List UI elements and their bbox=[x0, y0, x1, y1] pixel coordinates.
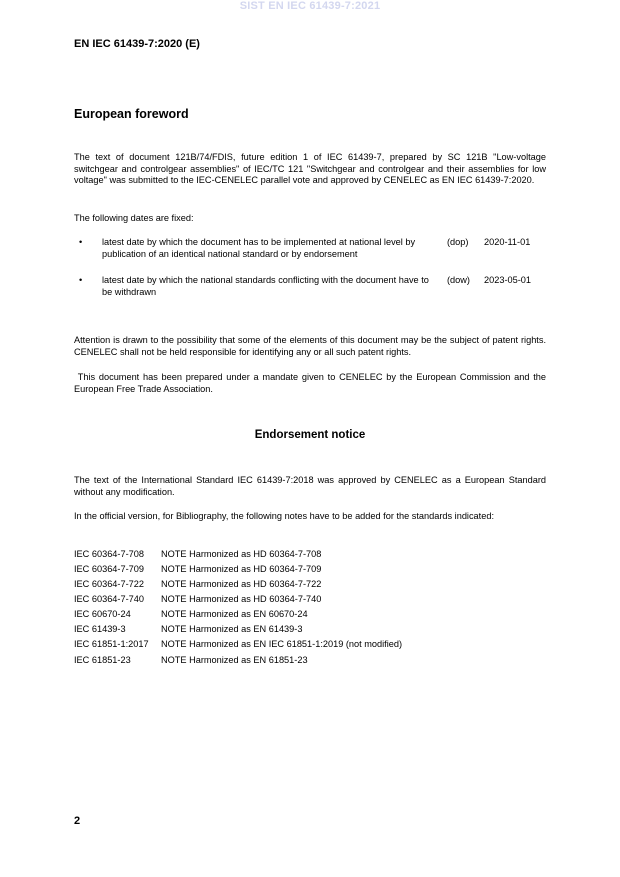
mandate-notice bbox=[74, 372, 546, 395]
bullet-dop: • bbox=[79, 237, 83, 247]
date-dow-text: latest date by which the national standards conflicting with the document have to be withdrawn bbox=[102, 275, 429, 297]
note-text: NOTE Harmonized as EN 60670-24 bbox=[161, 609, 308, 619]
note-standard: IEC 60364-7-740 bbox=[74, 594, 144, 604]
bibliography-note-row bbox=[74, 594, 321, 606]
date-dop-code: (dop) bbox=[447, 237, 469, 247]
note-standard: IEC 61439-3 bbox=[74, 624, 126, 634]
endorsement-text: The text of the International Standard IEC 61439-7:2018 was approved by CENELEC as a European Standard without any modification. bbox=[74, 475, 546, 497]
page-number: 2 bbox=[74, 815, 81, 827]
note-standard: IEC 61851-1:2017 bbox=[74, 639, 149, 649]
bibliography-note-row bbox=[74, 655, 308, 667]
endorsement-title: Endorsement notice bbox=[254, 429, 366, 441]
dates-intro: The following dates are fixed: bbox=[74, 213, 194, 223]
note-text: NOTE Harmonized as HD 60364-7-709 bbox=[161, 564, 322, 574]
note-standard: IEC 60670-24 bbox=[74, 609, 131, 619]
bibliography-note-row bbox=[74, 609, 308, 621]
foreword-intro: The text of document 121B/74/FDIS, future edition 1 of IEC 61439-7, prepared by SC 121B "Low-voltage switchgear and controlgear assemblies" of IEC/TC 121 "Switchgear and controlgear and their assemblies for low voltage" was submitted to the IEC-CENELEC parallel vote and approved by CENELEC as EN IEC 61439-7:2020. bbox=[74, 152, 546, 185]
note-text: NOTE Harmonized as EN IEC 61851-1:2019 (not modified) bbox=[161, 639, 403, 649]
bullet-dow: • bbox=[79, 275, 83, 285]
date-dow-value: 2023-05-01 bbox=[484, 275, 531, 285]
note-text: NOTE Harmonized as HD 60364-7-722 bbox=[161, 579, 322, 589]
bibliography-note-row bbox=[74, 579, 321, 591]
date-dow-code: (dow) bbox=[447, 275, 470, 285]
foreword-title: European foreword bbox=[74, 107, 189, 121]
note-standard: IEC 61851-23 bbox=[74, 655, 131, 665]
note-text: NOTE Harmonized as EN 61439-3 bbox=[161, 624, 303, 634]
date-dop-value: 2020-11-01 bbox=[484, 237, 531, 247]
note-text: NOTE Harmonized as EN 61851-23 bbox=[161, 655, 308, 665]
document-id: EN IEC 61439-7:2020 (E) bbox=[74, 38, 200, 50]
note-standard: IEC 60364-7-708 bbox=[74, 549, 144, 559]
watermark: SIST EN IEC 61439-7:2021 bbox=[239, 0, 381, 12]
mandate-text: This document has been prepared under a mandate given to CENELEC by the European Commission and the European Free Trade Association. bbox=[74, 372, 546, 394]
note-standard: IEC 60364-7-722 bbox=[74, 579, 144, 589]
patent-notice: Attention is drawn to the possibility that some of the elements of this document may be the subject of patent rights. CENELEC shall not be held responsible for identifying any or all such patent rights. bbox=[74, 335, 546, 357]
note-text: NOTE Harmonized as HD 60364-7-708 bbox=[161, 549, 322, 559]
note-standard: IEC 60364-7-709 bbox=[74, 564, 144, 574]
bibliography-note-row bbox=[74, 624, 302, 636]
bibliography-note-row bbox=[74, 549, 321, 561]
bibliography-note-row bbox=[74, 639, 402, 651]
bibliography-note-row bbox=[74, 564, 321, 576]
note-text: NOTE Harmonized as HD 60364-7-740 bbox=[161, 594, 322, 604]
bibliography-intro: In the official version, for Bibliography, the following notes have to be added for the standards indicated: bbox=[74, 511, 494, 521]
date-dop-text: latest date by which the document has to be implemented at national level by publication of an identical national standard or by endorsement bbox=[102, 237, 416, 259]
